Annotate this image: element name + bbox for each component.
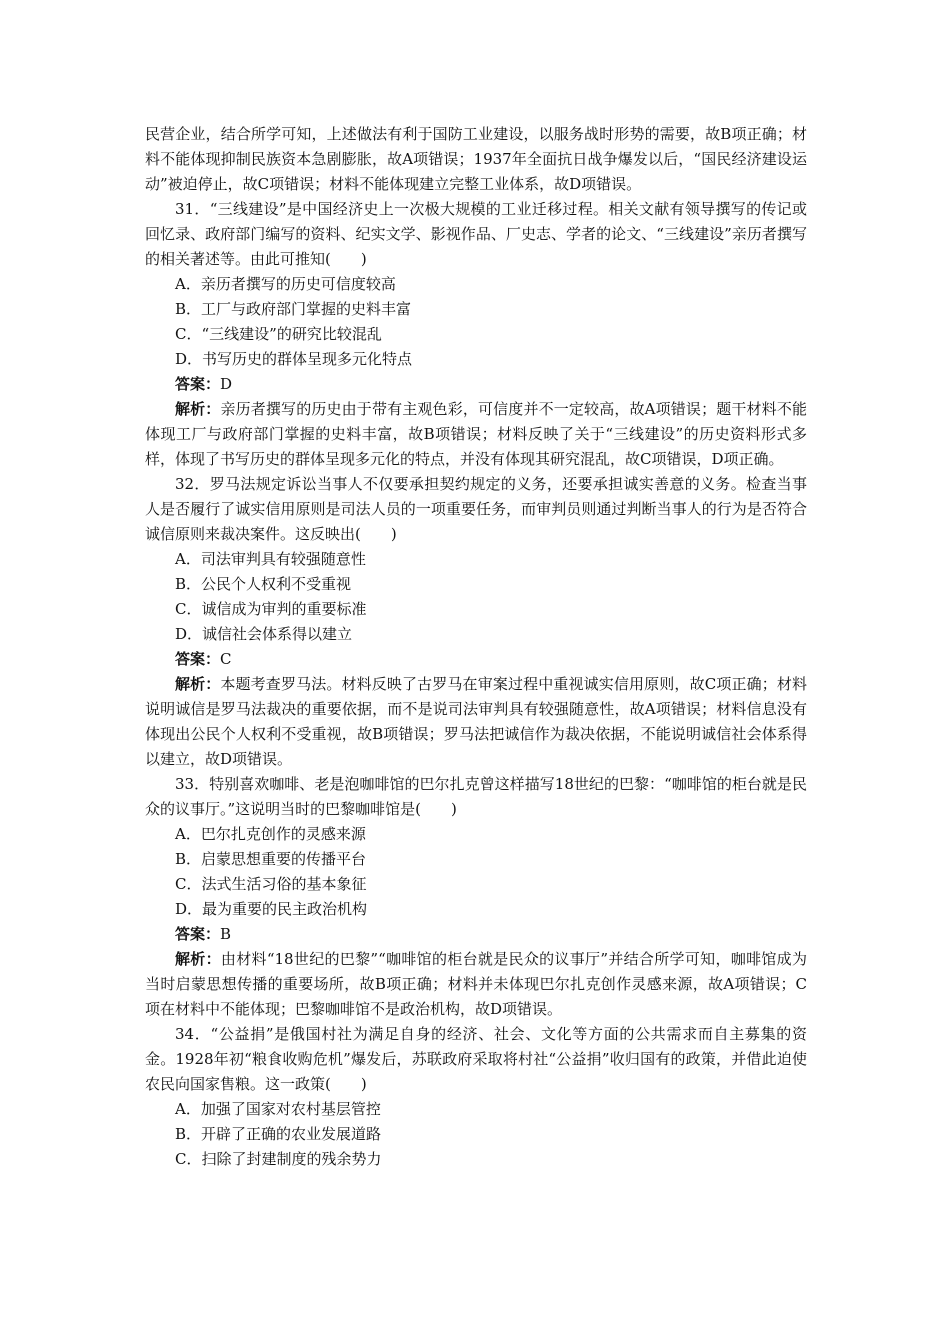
option-c: C．诚信成为审判的重要标准 [175, 600, 367, 618]
answer-line [145, 647, 807, 672]
answer-value: C [220, 650, 232, 668]
analysis-paragraph [145, 672, 807, 772]
analysis-text: 由材料“18世纪的巴黎”“咖啡馆的柜台就是民众的议事厅”并结合所学可知，咖啡馆成为当时启蒙思想传播的重要场所，故B项正确；材料并未体现巴尔扎克创作灵感来源，故A项错误；C项在材料中不能体现；巴黎咖啡馆不是政治机构，故D项错误。 [145, 950, 807, 1018]
question-stem: 34．“公益捐”是俄国村社为满足自身的经济、社会、文化等方面的公共需求而自主募集的资金。1928年初“粮食收购危机”爆发后，苏联政府采取将村社“公益捐”收归国有的政策，并借此迫使农民向国家售粮。这一政策( ) [145, 1025, 807, 1093]
answer-line [145, 372, 807, 397]
option-b: B．开辟了正确的农业发展道路 [175, 1125, 382, 1143]
option-a: A．亲历者撰写的历史可信度较高 [175, 275, 396, 293]
question-stem: 31．“三线建设”是中国经济史上一次极大规模的工业迁移过程。相关文献有领导撰写的传记或回忆录、政府部门编写的资料、纪实文学、影视作品、厂史志、学者的论文、“三线建设”亲历者撰写的相关著述等。由此可推知( ) [145, 200, 807, 268]
intro-paragraph: 民营企业，结合所学可知，上述做法有利于国防工业建设，以服务战时形势的需要，故B项正确；材料不能体现抑制民族资本急剧膨胀，故A项错误；1937年全面抗日战争爆发以后，“国民经济建设运动”被迫停止，故C项错误；材料不能体现建立完整工业体系，故D项错误。 [145, 125, 807, 193]
question-stem: 32．罗马法规定诉讼当事人不仅要承担契约规定的义务，还要承担诚实善意的义务。检查当事人是否履行了诚实信用原则是司法人员的一项重要任务，而审判员则通过判断当事人的行为是否符合诚信原则来裁决案件。这反映出( ) [145, 475, 807, 543]
option-c: C．法式生活习俗的基本象征 [175, 875, 367, 893]
document-body [145, 122, 807, 1172]
option-a: A．司法审判具有较强随意性 [175, 550, 366, 568]
option-c: C．扫除了封建制度的残余势力 [175, 1150, 382, 1168]
option-d: D．最为重要的民主政治机构 [175, 900, 368, 918]
option-d: D．书写历史的群体呈现多元化特点 [175, 350, 413, 368]
option-a: A．巴尔扎克创作的灵感来源 [175, 825, 366, 843]
answer-line [145, 922, 807, 947]
analysis-label: 解析： [175, 950, 221, 968]
analysis-text: 亲历者撰写的历史由于带有主观色彩，可信度并不一定较高，故A项错误；题干材料不能体现工厂与政府部门掌握的史料丰富，故B项错误；材料反映了关于“三线建设”的历史资料形式多样，体现了书写历史的群体呈现多元化的特点，并没有体现其研究混乱，故C项错误，D项正确。 [145, 400, 807, 468]
option-c: C．“三线建设”的研究比较混乱 [175, 325, 382, 343]
answer-label: 答案： [175, 650, 221, 668]
answer-value: B [220, 925, 232, 943]
answer-label: 答案： [175, 925, 221, 943]
question-stem: 33．特别喜欢咖啡、老是泡咖啡馆的巴尔扎克曾这样描写18世纪的巴黎：“咖啡馆的柜台就是民众的议事厅。”这说明当时的巴黎咖啡馆是( ) [145, 775, 807, 818]
analysis-text: 本题考查罗马法。材料反映了古罗马在审案过程中重视诚实信用原则，故C项正确；材料说明诚信是罗马法裁决的重要依据，而不是说司法审判具有较强随意性，故A项错误；材料信息没有体现出公民个人权利不受重视，故B项错误；罗马法把诚信作为裁决依据，不能说明诚信社会体系得以建立，故D项错误。 [145, 675, 807, 768]
analysis-paragraph [145, 947, 807, 1022]
option-d: D．诚信社会体系得以建立 [175, 625, 353, 643]
option-b: B．启蒙思想重要的传播平台 [175, 850, 367, 868]
question-33 [145, 772, 807, 1022]
analysis-paragraph [145, 397, 807, 472]
answer-value: D [220, 375, 233, 393]
option-b: B．工厂与政府部门掌握的史料丰富 [175, 300, 412, 318]
question-34 [145, 1022, 807, 1172]
question-31 [145, 197, 807, 472]
option-a: A．加强了国家对农村基层管控 [175, 1100, 381, 1118]
analysis-label: 解析： [175, 400, 221, 418]
question-32 [145, 472, 807, 772]
analysis-label: 解析： [175, 675, 221, 693]
option-b: B．公民个人权利不受重视 [175, 575, 352, 593]
answer-label: 答案： [175, 375, 221, 393]
